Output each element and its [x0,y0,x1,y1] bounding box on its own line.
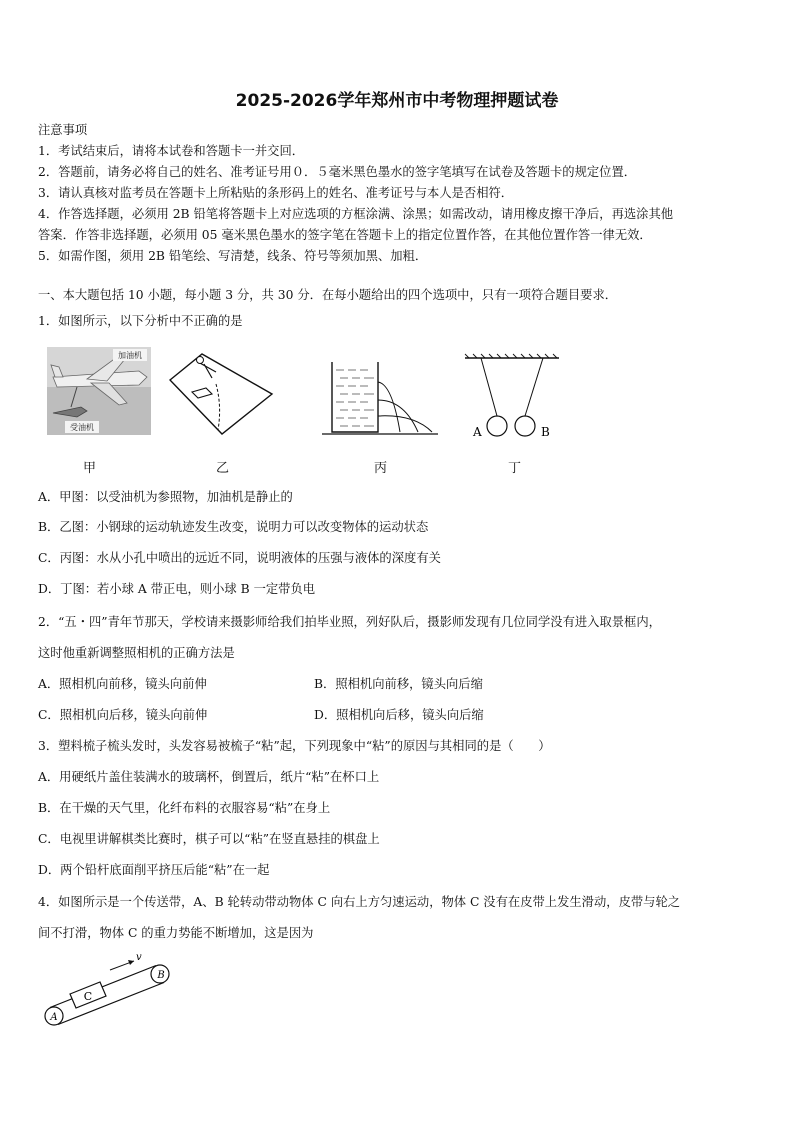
page-title: 2025-2026学年郑州市中考物理押题试卷 [235,91,559,111]
question-1-option: C．丙图：水从小孔中喷出的远近不同，说明液体的压强与液体的深度有关 [38,551,441,565]
question-1-stem: 1．如图所示，以下分析中不正确的是 [38,314,243,328]
ball-b-label: B [541,425,550,439]
section-heading: 一、本大题包括 10 小题，每小题 3 分，共 30 分．在每小题给出的四个选项中，只有一项符合题目要求． [38,288,618,302]
question-3-option: B．在干燥的天气里，化纤布料的衣服容易“粘”在身上 [38,801,331,815]
notice-item: 1．考试结束后，请将本试卷和答题卡一并交回． [38,144,305,158]
question-2-option: C．照相机向后移，镜头向前伸 [38,708,208,722]
question-1-option: A．甲图：以受油机为参照物，加油机是静止的 [38,490,293,504]
figure-yi-ball-magnet [162,350,274,436]
question-2-stem-cont: 这时他重新调整照相机的正确方法是 [38,646,235,660]
plane-bottom-label: 受油机 [70,423,94,432]
figure-label-ding: 丁 [508,461,522,476]
figure-conveyor-belt [40,954,180,1028]
block-c-label: C [83,990,93,1003]
question-3-option: A．用硬纸片盖住装满水的玻璃杯，倒置后，纸片“粘”在杯口上 [38,770,380,784]
notice-item: 答案．作答非选择题，必须用 05 毫米黑色墨水的签字笔在答题卡上的指定位置作答，在其他位置作答一律无效． [38,228,652,242]
question-2-option: B．照相机向前移，镜头向后缩 [314,677,483,691]
figure-jia-refueling-photo [47,347,151,435]
question-3-option: C．电视里讲解棋类比赛时，棋子可以“粘”在竖直悬挂的棋盘上 [38,832,380,846]
figure-label-yi: 乙 [216,461,230,476]
wheel-a-label: A [50,1012,58,1023]
velocity-label: v [136,952,142,963]
figure-bing-water-container [322,360,438,436]
figure-label-bing: 丙 [374,461,388,476]
notice-heading: 注意事项 [38,123,88,137]
notice-item: 4．作答选择题，必须用 2B 铅笔将答题卡上对应选项的方框涂满、涂黑；如需改动，请用橡皮擦干净后，再选涂其他 [38,207,674,221]
question-2-option: D．照相机向后移，镜头向后缩 [314,708,484,722]
notice-item: 3．请认真核对监考员在答题卡上所粘贴的条形码上的姓名、准考证号与本人是否相符． [38,186,514,200]
question-1-option: D．丁图：若小球 A 带正电，则小球 B 一定带负电 [38,582,316,596]
figure-ding-charged-balls [463,354,563,440]
question-2-option: A．照相机向前移，镜头向前伸 [38,677,207,691]
question-2-stem: 2．“五・四”青年节那天，学校请来摄影师给我们拍毕业照，列好队后，摄影师发现有几位同学没有进入取景框内， [38,615,661,629]
question-4-stem: 4．如图所示是一个传送带，A、B 轮转动带动物体 C 向右上方匀速运动，物体 C 没有在皮带上发生滑动，皮带与轮之 [38,895,681,909]
question-3-stem: 3．塑料梳子梳头发时，头发容易被梳子“粘”起，下列现象中“粘”的原因与其相同的是（ ） [38,739,551,753]
ball-a-label: A [473,425,482,439]
wheel-b-label: B [157,970,165,981]
question-3-option: D．两个铅杆底面削平挤压后能“粘”在一起 [38,863,270,877]
question-1-option: B．乙图：小钢球的运动轨迹发生改变，说明力可以改变物体的运动状态 [38,520,429,534]
plane-top-label: 加油机 [118,351,142,360]
question-4-stem-cont: 间不打滑，物体 C 的重力势能不断增加，这是因为 [38,926,314,940]
notice-item: 5．如需作图，须用 2B 铅笔绘、写清楚，线条、符号等须加黑、加粗． [38,249,428,263]
notice-item: 2．答题前，请务必将自己的姓名、准考证号用０．５毫米黑色墨水的签字笔填写在试卷及答题卡的规定位置． [38,165,637,179]
figure-label-jia: 甲 [83,461,97,476]
